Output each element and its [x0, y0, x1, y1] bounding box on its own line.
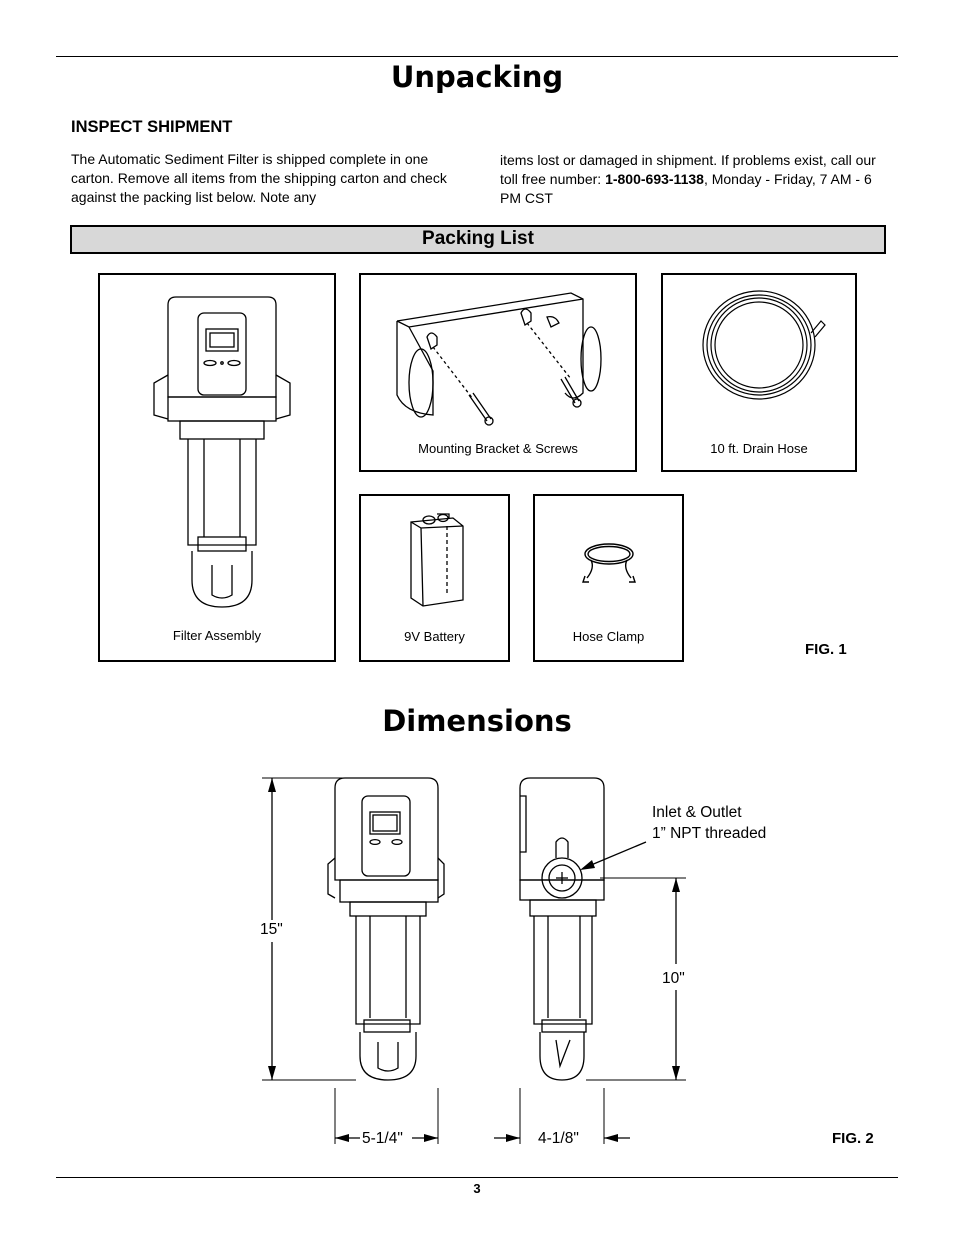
caption-drain-hose: 10 ft. Drain Hose	[710, 441, 808, 456]
intro-text-a: items lost or damaged in shipment. If problems exist, call our toll free number:	[500, 152, 876, 187]
inlet-outlet-label-1: Inlet & Outlet	[652, 804, 742, 821]
dim-width-front: 5-1/4"	[362, 1130, 403, 1147]
unpacking-title: Unpacking	[390, 60, 564, 94]
dim-height-total: 15"	[260, 921, 283, 938]
intro-text-b: , Monday - Friday, 7 AM - 6 PM CST	[500, 171, 872, 206]
caption-battery: 9V Battery	[404, 629, 465, 644]
dim-height-port: 10"	[662, 970, 685, 987]
caption-filter-assembly: Filter Assembly	[172, 628, 262, 643]
bottom-rule	[56, 1177, 898, 1178]
fig-1-label: FIG. 1	[805, 641, 847, 658]
intro-paragraph-left: The Automatic Sediment Filter is shipped complete in one carton. Remove all items from the shipping carton and check against the packing list below. Note any	[71, 151, 447, 205]
caption-hose-clamp: Hose Clamp	[572, 629, 645, 644]
fig-2-label: FIG. 2	[832, 1130, 874, 1147]
packing-list-bar: Packing List	[70, 225, 886, 254]
dim-width-side: 4-1/8"	[538, 1130, 579, 1147]
caption-mounting-bracket: Mounting Bracket & Screws	[418, 441, 578, 456]
inlet-outlet-label-2: 1” NPT threaded	[652, 825, 767, 842]
inspect-shipment-heading: INSPECT SHIPMENT	[71, 118, 233, 136]
dimensions-title: Dimensions	[382, 704, 572, 738]
page-number: 3	[473, 1181, 481, 1196]
phone-number: 1-800-693-1138	[605, 171, 704, 187]
